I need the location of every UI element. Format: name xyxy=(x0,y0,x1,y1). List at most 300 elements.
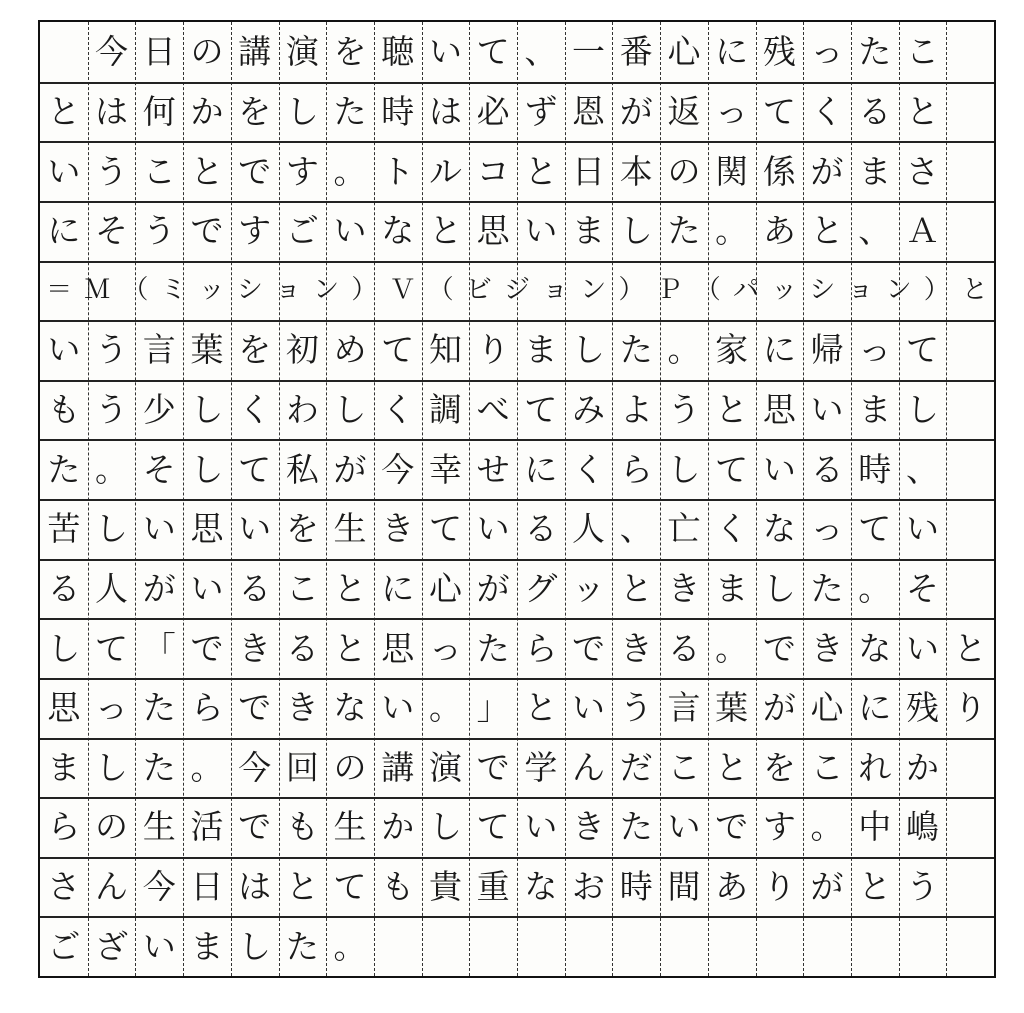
character-cell: 、 xyxy=(905,449,939,489)
character-cell: て xyxy=(715,449,749,489)
character-cell: く xyxy=(810,91,844,131)
character-cell: き xyxy=(810,628,844,668)
character-cell: を xyxy=(285,509,319,549)
character-cell: か xyxy=(190,91,224,131)
character-cell: 中 xyxy=(858,807,892,847)
text-line xyxy=(40,916,994,976)
character-cell: 必 xyxy=(476,91,510,131)
character-cell: っ xyxy=(858,330,892,370)
character-cell: が xyxy=(333,449,367,489)
text-line xyxy=(40,380,994,442)
character-cell: お xyxy=(572,867,606,907)
character-cell: 、 xyxy=(524,32,558,72)
character-cell: て xyxy=(762,91,796,131)
character-cell: 家 xyxy=(715,330,749,370)
character-cell: 嶋 xyxy=(905,807,939,847)
character-cell: と xyxy=(333,568,367,608)
character-cell: と xyxy=(715,747,749,787)
character-cell: で xyxy=(238,807,272,847)
character-cell: ッ xyxy=(198,275,225,306)
character-cell: が xyxy=(810,867,844,907)
character-cell: で xyxy=(476,747,510,787)
character-cell: で xyxy=(715,807,749,847)
character-cell: 。 xyxy=(715,628,749,668)
character-cell: り xyxy=(953,688,987,728)
character-cell: 。 xyxy=(333,151,367,191)
character-cell: た xyxy=(858,32,892,72)
character-cell: ジ xyxy=(503,275,530,306)
character-cell: 関 xyxy=(715,151,749,191)
character-cell: 思 xyxy=(47,688,81,728)
character-cell: た xyxy=(619,330,653,370)
character-cell: て xyxy=(476,32,510,72)
character-cell: 思 xyxy=(190,509,224,549)
character-cell: ら xyxy=(619,449,653,489)
character-cell: し xyxy=(190,449,224,489)
character-cell: ら xyxy=(190,688,224,728)
character-cell: 初 xyxy=(285,330,319,370)
character-cell: し xyxy=(428,807,462,847)
character-cell: ら xyxy=(47,807,81,847)
character-cell: い xyxy=(142,926,176,966)
character-cell: し xyxy=(667,449,701,489)
character-cell: き xyxy=(572,807,606,847)
character-cell: 言 xyxy=(142,330,176,370)
character-cell: と xyxy=(619,568,653,608)
character-cell: 」 xyxy=(476,688,510,728)
character-cell: き xyxy=(285,688,319,728)
text-line xyxy=(40,857,994,919)
character-cell: （ xyxy=(122,275,149,306)
character-cell: 日 xyxy=(142,32,176,72)
character-cell: と xyxy=(524,151,558,191)
character-cell: 今 xyxy=(381,449,415,489)
character-cell: る xyxy=(810,449,844,489)
character-cell: 本 xyxy=(619,151,653,191)
character-cell: を xyxy=(762,747,796,787)
character-cell: い xyxy=(476,509,510,549)
character-cell: 演 xyxy=(428,747,462,787)
character-cell: ご xyxy=(47,926,81,966)
character-cell: っ xyxy=(715,91,749,131)
character-cell: と xyxy=(715,390,749,430)
character-cell: が xyxy=(142,568,176,608)
character-cell: 間 xyxy=(667,867,701,907)
character-cell: を xyxy=(238,330,272,370)
character-cell: っ xyxy=(95,688,129,728)
character-cell: そ xyxy=(142,449,176,489)
character-cell: い xyxy=(238,509,272,549)
character-cell: に xyxy=(381,568,415,608)
character-cell: い xyxy=(524,211,558,251)
character-cell: こ xyxy=(810,747,844,787)
character-cell: 時 xyxy=(619,867,653,907)
character-cell: 葉 xyxy=(715,688,749,728)
character-cell: に xyxy=(524,449,558,489)
character-cell: し xyxy=(333,390,367,430)
text-line xyxy=(40,141,994,203)
character-cell: Ａ xyxy=(905,211,939,251)
text-line xyxy=(40,201,994,263)
character-cell: ト xyxy=(381,151,415,191)
text-line xyxy=(40,738,994,800)
character-cell: と xyxy=(810,211,844,251)
character-cell: ン xyxy=(313,275,340,306)
character-cell: 帰 xyxy=(810,330,844,370)
character-cell: て xyxy=(476,807,510,847)
character-cell: た xyxy=(285,926,319,966)
character-cell: 活 xyxy=(190,807,224,847)
character-cell: 言 xyxy=(667,688,701,728)
character-cell: ら xyxy=(524,628,558,668)
character-cell: と xyxy=(905,91,939,131)
character-cell: 。 xyxy=(190,747,224,787)
text-line xyxy=(40,797,994,859)
character-cell: 聴 xyxy=(381,32,415,72)
character-cell: を xyxy=(238,91,272,131)
character-cell: ） xyxy=(618,275,645,306)
character-cell: 。 xyxy=(810,807,844,847)
character-cell: め xyxy=(333,330,367,370)
character-cell: が xyxy=(619,91,653,131)
character-cell: と xyxy=(285,867,319,907)
character-cell: れ xyxy=(858,747,892,787)
character-cell: る xyxy=(667,628,701,668)
character-cell: き xyxy=(381,509,415,549)
character-cell: か xyxy=(905,747,939,787)
text-line xyxy=(40,320,994,382)
character-cell: よ xyxy=(619,390,653,430)
character-cell: す xyxy=(238,211,272,251)
character-cell: 回 xyxy=(285,747,319,787)
character-cell: っ xyxy=(810,32,844,72)
character-cell: ル xyxy=(428,151,462,191)
character-cell: と xyxy=(190,151,224,191)
character-cell: ず xyxy=(524,91,558,131)
character-cell: し xyxy=(238,926,272,966)
character-cell: と xyxy=(524,688,558,728)
character-cell: い xyxy=(333,211,367,251)
character-cell: 残 xyxy=(762,32,796,72)
character-cell: ま xyxy=(572,211,606,251)
character-cell: そ xyxy=(905,568,939,608)
character-cell: グ xyxy=(524,568,558,608)
character-cell: る xyxy=(285,628,319,668)
character-cell: い xyxy=(667,807,701,847)
character-cell: い xyxy=(905,628,939,668)
character-cell: 亡 xyxy=(667,509,701,549)
character-cell: し xyxy=(285,91,319,131)
character-cell: ョ xyxy=(542,275,569,306)
character-cell: 私 xyxy=(285,449,319,489)
character-cell: 。 xyxy=(667,330,701,370)
character-cell: な xyxy=(381,211,415,251)
character-cell: ま xyxy=(47,747,81,787)
character-cell: り xyxy=(762,867,796,907)
character-cell: 返 xyxy=(667,91,701,131)
character-cell: 。 xyxy=(428,688,462,728)
character-cell: と xyxy=(961,275,988,306)
character-cell: ョ xyxy=(275,275,302,306)
character-cell: 今 xyxy=(142,867,176,907)
character-cell: 学 xyxy=(524,747,558,787)
character-cell: 演 xyxy=(285,32,319,72)
character-cell: い xyxy=(428,32,462,72)
character-cell: で xyxy=(190,211,224,251)
character-cell: と xyxy=(953,628,987,668)
character-cell: こ xyxy=(667,747,701,787)
character-cell: そ xyxy=(95,211,129,251)
character-cell: の xyxy=(95,807,129,847)
character-cell: た xyxy=(667,211,701,251)
text-line xyxy=(40,261,994,323)
character-cell: る xyxy=(524,509,558,549)
character-cell: に xyxy=(858,688,892,728)
character-cell: う xyxy=(667,390,701,430)
character-cell: 思 xyxy=(762,390,796,430)
character-cell: す xyxy=(285,151,319,191)
character-cell: ん xyxy=(572,747,606,787)
character-cell: ざ xyxy=(95,926,129,966)
character-cell: 調 xyxy=(428,390,462,430)
text-line xyxy=(40,22,994,84)
character-cell: っ xyxy=(428,628,462,668)
character-cell: は xyxy=(238,867,272,907)
character-cell: な xyxy=(524,867,558,907)
character-cell: た xyxy=(619,807,653,847)
character-cell: ま xyxy=(858,151,892,191)
character-cell: 思 xyxy=(476,211,510,251)
character-cell: わ xyxy=(285,390,319,430)
character-cell: う xyxy=(905,867,939,907)
character-cell: 日 xyxy=(190,867,224,907)
character-cell: き xyxy=(667,568,701,608)
character-cell: 番 xyxy=(619,32,653,72)
character-cell: は xyxy=(428,91,462,131)
character-cell: た xyxy=(142,747,176,787)
character-cell: し xyxy=(619,211,653,251)
character-cell: Ｖ xyxy=(389,275,416,306)
character-cell: パ xyxy=(732,275,759,306)
character-cell: き xyxy=(619,628,653,668)
character-cell: 心 xyxy=(810,688,844,728)
character-cell: て xyxy=(381,330,415,370)
character-cell: 時 xyxy=(381,91,415,131)
character-cell: 、 xyxy=(619,509,653,549)
character-cell: ま xyxy=(858,390,892,430)
character-cell: が xyxy=(810,151,844,191)
character-cell: い xyxy=(47,151,81,191)
character-cell: こ xyxy=(285,568,319,608)
character-cell: だ xyxy=(619,747,653,787)
character-cell: し xyxy=(47,628,81,668)
character-cell: ン xyxy=(580,275,607,306)
character-cell: く xyxy=(381,390,415,430)
character-cell: （ xyxy=(427,275,454,306)
character-cell: 生 xyxy=(333,807,367,847)
character-cell: て xyxy=(428,509,462,549)
character-cell: で xyxy=(190,628,224,668)
character-cell: と xyxy=(333,628,367,668)
character-cell: 心 xyxy=(428,568,462,608)
character-cell: て xyxy=(95,628,129,668)
character-cell: に xyxy=(715,32,749,72)
character-cell: ま xyxy=(715,568,749,608)
text-line xyxy=(40,82,994,144)
character-cell: ッ xyxy=(771,275,798,306)
character-cell: ご xyxy=(285,211,319,251)
character-cell: Ｐ xyxy=(656,275,683,306)
character-cell: ） xyxy=(923,275,950,306)
character-cell: あ xyxy=(715,867,749,907)
character-cell: 生 xyxy=(142,807,176,847)
character-cell: 幸 xyxy=(428,449,462,489)
character-cell: う xyxy=(95,151,129,191)
character-cell: し xyxy=(572,330,606,370)
character-cell: い xyxy=(381,688,415,728)
text-line xyxy=(40,439,994,501)
text-line xyxy=(40,678,994,740)
character-cell: し xyxy=(905,390,939,430)
character-cell: ＝ xyxy=(46,275,73,306)
character-cell: Ｍ xyxy=(84,275,111,306)
text-line xyxy=(40,618,994,680)
character-cell: ン xyxy=(885,275,912,306)
character-cell: も xyxy=(285,807,319,847)
character-cell: た xyxy=(333,91,367,131)
character-cell: も xyxy=(381,867,415,907)
character-cell: る xyxy=(47,568,81,608)
character-cell: て xyxy=(905,330,939,370)
character-cell: あ xyxy=(762,211,796,251)
character-cell: 心 xyxy=(667,32,701,72)
character-cell: し xyxy=(95,747,129,787)
character-cell: る xyxy=(238,568,272,608)
character-cell: ミ xyxy=(160,275,187,306)
text-line xyxy=(40,559,994,621)
character-cell: で xyxy=(238,688,272,728)
character-cell: 何 xyxy=(142,91,176,131)
character-cell: 今 xyxy=(238,747,272,787)
character-cell: こ xyxy=(142,151,176,191)
character-cell: ま xyxy=(524,330,558,370)
character-cell: の xyxy=(190,32,224,72)
character-cell: 係 xyxy=(762,151,796,191)
character-cell: て xyxy=(333,867,367,907)
character-cell: が xyxy=(476,568,510,608)
character-cell: し xyxy=(762,568,796,608)
character-cell: （ xyxy=(694,275,721,306)
manuscript-sheet xyxy=(38,20,996,978)
character-cell: た xyxy=(810,568,844,608)
character-cell: 苦 xyxy=(47,509,81,549)
character-cell: 重 xyxy=(476,867,510,907)
character-cell: み xyxy=(572,390,606,430)
character-cell: い xyxy=(905,509,939,549)
character-cell: ッ xyxy=(572,568,606,608)
character-cell: て xyxy=(858,509,892,549)
character-cell: た xyxy=(47,449,81,489)
text-line xyxy=(40,499,994,561)
character-cell: シ xyxy=(236,275,263,306)
character-cell: て xyxy=(238,449,272,489)
character-cell: 。 xyxy=(95,449,129,489)
character-cell: 生 xyxy=(333,509,367,549)
character-cell: し xyxy=(190,390,224,430)
character-cell: の xyxy=(667,151,701,191)
character-cell: 知 xyxy=(428,330,462,370)
character-cell: ま xyxy=(190,926,224,966)
character-cell: す xyxy=(762,807,796,847)
character-cell: い xyxy=(762,449,796,489)
character-cell: か xyxy=(381,807,415,847)
character-cell: う xyxy=(95,330,129,370)
character-cell: い xyxy=(47,330,81,370)
character-cell: ョ xyxy=(847,275,874,306)
character-cell: く xyxy=(715,509,749,549)
character-cell: な xyxy=(858,628,892,668)
character-cell: に xyxy=(47,211,81,251)
character-cell: 。 xyxy=(715,211,749,251)
character-cell: な xyxy=(762,509,796,549)
character-cell: 日 xyxy=(572,151,606,191)
character-cell: で xyxy=(572,628,606,668)
character-cell: く xyxy=(238,390,272,430)
character-cell: 。 xyxy=(858,568,892,608)
character-cell: と xyxy=(858,867,892,907)
character-cell: こ xyxy=(905,32,939,72)
character-cell: 人 xyxy=(95,568,129,608)
character-cell: ビ xyxy=(465,275,492,306)
character-cell: と xyxy=(428,211,462,251)
character-cell: う xyxy=(95,390,129,430)
character-cell: コ xyxy=(476,151,510,191)
character-cell: は xyxy=(95,91,129,131)
character-cell: 貴 xyxy=(428,867,462,907)
character-cell: て xyxy=(524,390,558,430)
character-cell: を xyxy=(333,32,367,72)
character-cell: さ xyxy=(905,151,939,191)
character-cell: い xyxy=(142,509,176,549)
character-cell: な xyxy=(333,688,367,728)
character-cell: 一 xyxy=(572,32,606,72)
character-cell: 「 xyxy=(142,628,176,668)
character-cell: 、 xyxy=(858,211,892,251)
character-cell: り xyxy=(476,330,510,370)
character-cell: べ xyxy=(476,390,510,430)
character-cell: の xyxy=(333,747,367,787)
character-cell: 人 xyxy=(572,509,606,549)
character-cell: た xyxy=(476,628,510,668)
character-cell: た xyxy=(142,688,176,728)
character-cell: う xyxy=(142,211,176,251)
character-cell: 少 xyxy=(142,390,176,430)
character-cell: き xyxy=(238,628,272,668)
character-cell: ） xyxy=(351,275,378,306)
character-cell: 恩 xyxy=(572,91,606,131)
character-cell: ん xyxy=(95,867,129,907)
character-cell: 講 xyxy=(381,747,415,787)
character-cell: 思 xyxy=(381,628,415,668)
character-cell: 葉 xyxy=(190,330,224,370)
character-cell: と xyxy=(47,91,81,131)
character-cell: し xyxy=(95,509,129,549)
character-cell: せ xyxy=(476,449,510,489)
character-cell: で xyxy=(762,628,796,668)
character-cell: シ xyxy=(809,275,836,306)
character-cell: い xyxy=(810,390,844,430)
character-cell: さ xyxy=(47,867,81,907)
